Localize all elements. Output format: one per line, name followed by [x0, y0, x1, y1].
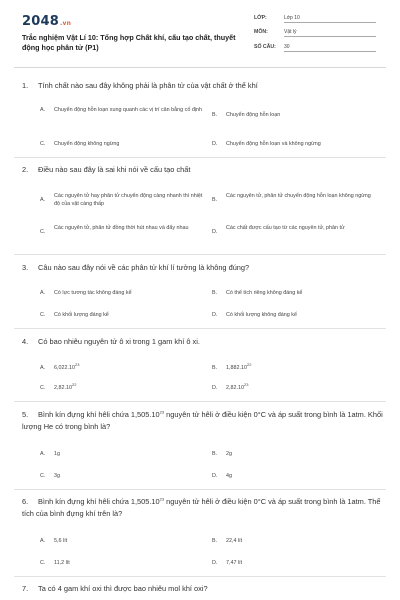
question-number: 3. [22, 263, 29, 272]
question-number: 2. [22, 165, 29, 174]
worksheet-title: Trắc nghiệm Vật Lí 10: Tổng hợp Chất khí, cấu tạo chất, thuyết động học phân tử (P1) [22, 33, 236, 52]
question-divider [14, 157, 386, 158]
question-7 [22, 583, 384, 595]
question-text: Có bao nhiêu nguyên tử ô xi trong 1 gam khí ô xi. [38, 337, 200, 346]
question-text: Bình kín đựng khí hêli chứa 1,505.10$^{23}$ nguyên tử hêli ở điều kiện 0°C và áp suất trong bình là 1atm. Thể tích của bình đựng khí trên là? [22, 496, 381, 518]
question-number: 5. [22, 410, 29, 419]
question-2 [22, 164, 384, 176]
question-number: 1. [22, 81, 29, 90]
question-text: Ta có 4 gam khí oxi thì được bao nhiêu mol khí oxi? [38, 584, 208, 593]
question-6 [22, 496, 384, 520]
question-1 [22, 80, 384, 92]
question-divider [14, 328, 386, 329]
question-divider [14, 254, 386, 255]
question-divider [14, 401, 386, 402]
question-4 [22, 336, 384, 348]
question-number: 7. [22, 584, 29, 593]
question-text: Điều nào sau đây là sai khi nói về cấu tạo chất [38, 165, 191, 174]
site-logo[interactable]: 2048.vn [22, 14, 72, 29]
question-text: Bình kín đựng khí hêli chứa 1,505.10$^{23}$ nguyên tử hêli ở điều kiện 0°C và áp suất trong bình là 1atm. Khối lượng He có trong bình là? [22, 409, 383, 431]
question-divider [14, 576, 386, 577]
question-number: 4. [22, 337, 29, 346]
worksheet-header: 2048.vn Trắc nghiệm Vật Lí 10: Tổng hợp Chất khí, cấu tạo chất, thuyết động học phân tử (P1) LỚP: Lớp 10 MÔN: Vật lý SỐ CÂU: 30 [0, 0, 400, 64]
question-divider [14, 489, 386, 490]
header-divider [14, 67, 386, 68]
worksheet-page: 2048.vn Trắc nghiệm Vật Lí 10: Tổng hợp Chất khí, cấu tạo chất, thuyết động học phân tử (P1) LỚP: Lớp 10 MÔN: Vật lý SỐ CÂU: 30 1. Tính chất nào sau đây không phải là phân tử của vật chất ở thể khí A. Chuyển động hỗn loạn xung quanh các vị trí cân bằng cố định B. Chuyển động hỗn loạn C. Chuyển động không ngừng D. Chuyển động hỗn loạn và không ngừng 2. Điều nào sau đây là sai khi nói về cấu tạo chất A. Các nguyên tử hay phân tử chuyển động càng nhanh thì nhiệt độ của vật càng thấp B. Các nguyên tử, phân tử chuyển động hỗn loạn không ngừng C. Các nguyên tử, phân tử đồng thời hút nhau và đẩy nhau D. Các chất được cấu tạo từ các nguyên tử, phân tử 3. Câu nào sau đây nói về các phân tử khí lí tưởng là không đúng? A. Có lực tương tác không đáng kể B. Có thể tích riêng không đáng kể C. Có khối lượng đáng kể D. Có khối lượng không đáng kể 4. Có bao nhiêu nguyên tử ô xi trong 1 gam khí ô xi. A. 6,022.10$^{23}$ B. 1,882.10$^{22}$ C. 2,82.10$^{22}$ D. 2,82.10$^{23}$ 5. Bình kín đựng khí hêli chứa 1,505.10$^{23}$ nguyên tử hêli ở điều kiện 0°C và áp suất trong bình là 1atm. Khối lượng He có trong bình là? A. 1g B. 2g C. 3g D. 4g 6. Bình kín đựng khí hêli chứa 1,505.10$^{23}$ nguyên tử hêli ở điều kiện 0°C và áp suất trong bình là 1atm. Thể tích của bình đựng khí trên là? A. 5,6 lít B. 22,4 lít C. 11,2 lít D. 7,47 lít 7. Ta có 4 gam khí oxi thì được bao nhiêu mol khí oxi? [0, 0, 400, 600]
question-3 [22, 262, 384, 274]
question-number: 6. [22, 497, 29, 506]
question-text: Tính chất nào sau đây không phải là phân tử của vật chất ở thể khí [38, 81, 258, 90]
question-5 [22, 409, 384, 433]
question-text: Câu nào sau đây nói về các phân tử khí lí tưởng là không đúng? [38, 263, 250, 272]
